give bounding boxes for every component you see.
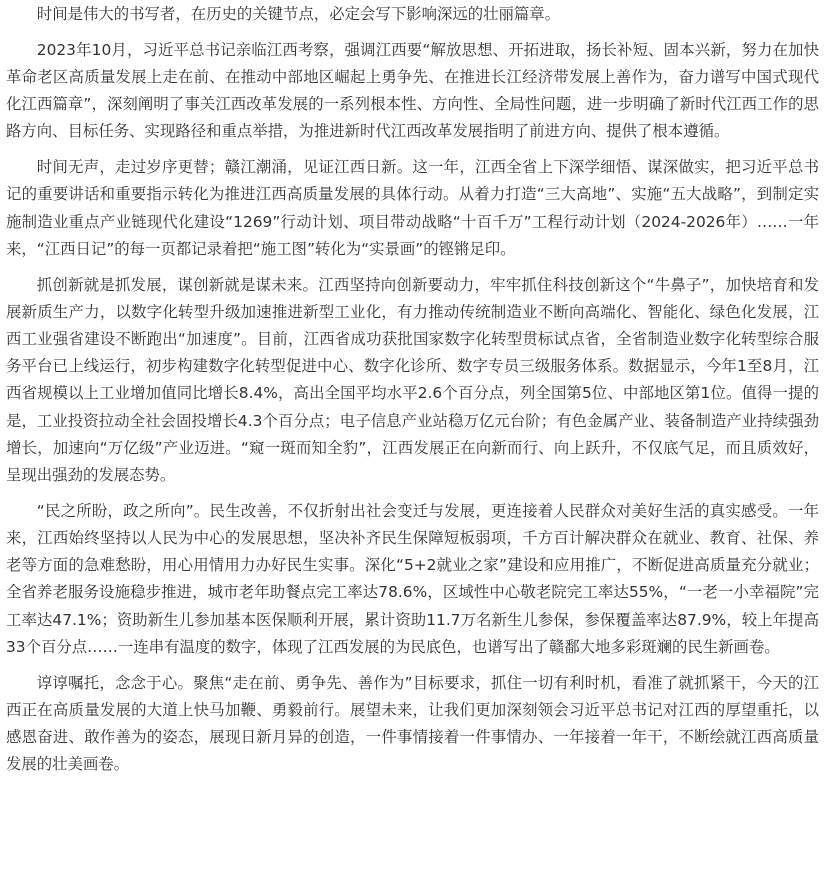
paragraph-6: 谆谆嘱托，念念于心。聚焦“走在前、勇争先、善作为”目标要求，抓住一切有利时机，看准了就抓紧干，今天的江西正在高质量发展的大道上快马加鞭、勇毅前行。展望未来，让我们更加深刻领会习近平总书记对江西的厚望重托，以感恩奋进、敢作善为的姿态，展现日新月异的创造，一件事情接着一件事情办、一年接着一年干，不断绘就江西高质量发展的壮美画卷。	[6, 673, 819, 774]
article-body	[0, 1, 825, 778]
paragraph-5: “民之所盼，政之所向”。民生改善，不仅折射出社会变迁与发展，更连接着人民群众对美好生活的真实感受。一年来，江西始终坚持以人民为中心的发展思想，坚决补齐民生保障短板弱项，千方百计解决群众在就业、教育、社保、养老等方面的急难愁盼，用心用情用力办好民生实事。深化“5+2就业之家”建设和应用推广，不断促进高质量充分就业；全省养老服务设施稳步推进，城市老年助餐点完工率达78.6%，区域性中心敬老院完工率达55%，“一老一小幸福院”完工率达47.1%；资助新生儿参加基本医保顺利开展，累计资助11.7万名新生儿参保，参保覆盖率达87.9%，较上年提高33个百分点……一连串有温度的数字，体现了江西发展的为民底色，也谱写出了赣鄱大地多彩斑斓的民生新画卷。	[6, 501, 819, 656]
paragraph-4: 抓创新就是抓发展，谋创新就是谋未来。江西坚持向创新要动力，牢牢抓住科技创新这个“牛鼻子”，加快培育和发展新质生产力，以数字化转型升级加速推进新型工业化，有力推动传统制造业不断向高端化、智能化、绿色化发展，江西工业强省建设不断跑出“加速度”。目前，江西省成功获批国家数字化转型贯标试点省，全省制造业数字化转型综合服务平台已上线运行，初步构建数字化转型促进中心、数字化诊所、数字专员三级服务体系。数据显示，今年1至8月，江西省规模以上工业增加值同比增长8.4%，高出全国平均水平2.6个百分点，列全国第5位、中部地区第1位。值得一提的是，工业投资拉动全社会固投增长4.3个百分点；电子信息产业站稳万亿元台阶；有色金属产业、装备制造产业持续强劲增长，加速向“万亿级”产业迈进。“窥一斑而知全豹”，江西发展正在向新而行、向上跃升，不仅底气足，而且质效好，呈现出强劲的发展态势。	[6, 275, 819, 485]
paragraph-3: 时间无声，走过岁序更替；赣江潮涌，见证江西日新。这一年，江西全省上下深学细悟、谋深做实，把习近平总书记的重要讲话和重要指示转化为推进江西高质量发展的具体行动。从着力打造“三大高地”、实施“五大战略”，到制定实施制造业重点产业链现代化建设“1269”行动计划、项目带动战略“十百千万”工程行动计划（2024-2026年）……一年来，“江西日记”的每一页都记录着把“施工图”转化为“实景画”的铿锵足印。	[6, 158, 819, 258]
paragraph-1: 时间是伟大的书写者，在历史的关键节点，必定会写下影响深远的壮丽篇章。	[36, 5, 561, 23]
paragraph-2: 2023年10月，习近平总书记亲临江西考察，强调江西要“解放思想、开拓进取，扬长补短、固本兴新，努力在加快革命老区高质量发展上走在前、在推动中部地区崛起上勇争先、在推进长江经济带发展上善作为，奋力谱写中国式现代化江西篇章”，深刻阐明了事关江西改革发展的一系列根本性、方向性、全局性问题，进一步明确了新时代江西工作的思路方向、目标任务、实现路径和重点举措，为推进新时代江西改革发展指明了前进方向、提供了根本遵循。	[6, 40, 819, 141]
